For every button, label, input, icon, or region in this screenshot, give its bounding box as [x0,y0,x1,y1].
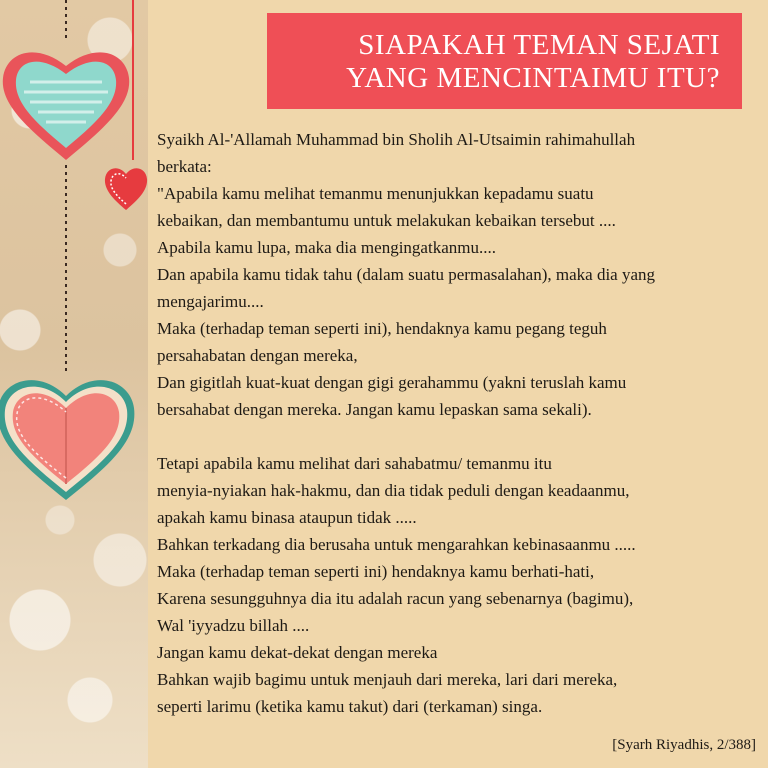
text-line: "Apabila kamu melihat temanmu menunjukkan kepadamu suatu [157,184,594,203]
text-line: kebaikan, dan membantumu untuk melakukan kebaikan tersebut .... [157,211,616,230]
heart-icon-teal [3,52,129,160]
text-line: mengajarimu.... [157,292,264,311]
text-line: apakah kamu binasa ataupun tidak ..... [157,508,417,527]
text-line: Jangan kamu dekat-dekat dengan mereka [157,643,438,662]
text-line: Maka (terhadap teman seperti ini) hendaknya kamu berhati-hati, [157,562,595,581]
text-line: Dan apabila kamu tidak tahu (dalam suatu permasalahan), maka dia yang [157,265,656,284]
text-line: Bahkan wajib bagimu untuk menjauh dari mereka, lari dari mereka, [157,670,618,689]
text-line: Syaikh Al-'Allamah Muhammad bin Sholih Al-Utsaimin rahimahullah [157,130,636,149]
source-citation: [Syarh Riyadhis, 2/388] [612,737,756,753]
text-line: Apabila kamu lupa, maka dia mengingatkanmu.... [157,238,496,257]
text-line: Wal 'iyyadzu billah .... [157,616,310,635]
title-banner [267,13,742,109]
quote-text [157,126,757,720]
text-line: bersahabat dengan mereka. Jangan kamu lepaskan sama sekali). [157,400,592,419]
text-line: Karena sesungguhnya dia itu adalah racun yang sebenarnya (bagimu), [157,589,634,608]
text-line: Maka (terhadap teman seperti ini), hendaknya kamu pegang teguh [157,319,607,338]
hanging-hearts-decoration [0,0,148,768]
heart-icon-pink [0,380,134,500]
text-line: Bahkan terkadang dia berusaha untuk mengarahkan kebinasaanmu ..... [157,535,636,554]
heart-icon-small-red [105,168,147,210]
text-line: Tetapi apabila kamu melihat dari sahabatmu/ temanmu itu [157,454,552,473]
text-line: persahabatan dengan mereka, [157,346,358,365]
text-line: menyia-nyiakan hak-hakmu, dan dia tidak peduli dengan keadaanmu, [157,481,630,500]
title-line-1: SIAPAKAH TEMAN SEJATI [358,29,720,61]
text-line: berkata: [157,157,212,176]
text-line: seperti larimu (ketika kamu takut) dari (terkaman) singa. [157,697,543,716]
paragraph-gap [157,423,757,450]
title-line-2: YANG MENCINTAIMU ITU? [346,62,720,94]
text-line: Dan gigitlah kuat-kuat dengan gigi gerahammu (yakni teruslah kamu [157,373,627,392]
